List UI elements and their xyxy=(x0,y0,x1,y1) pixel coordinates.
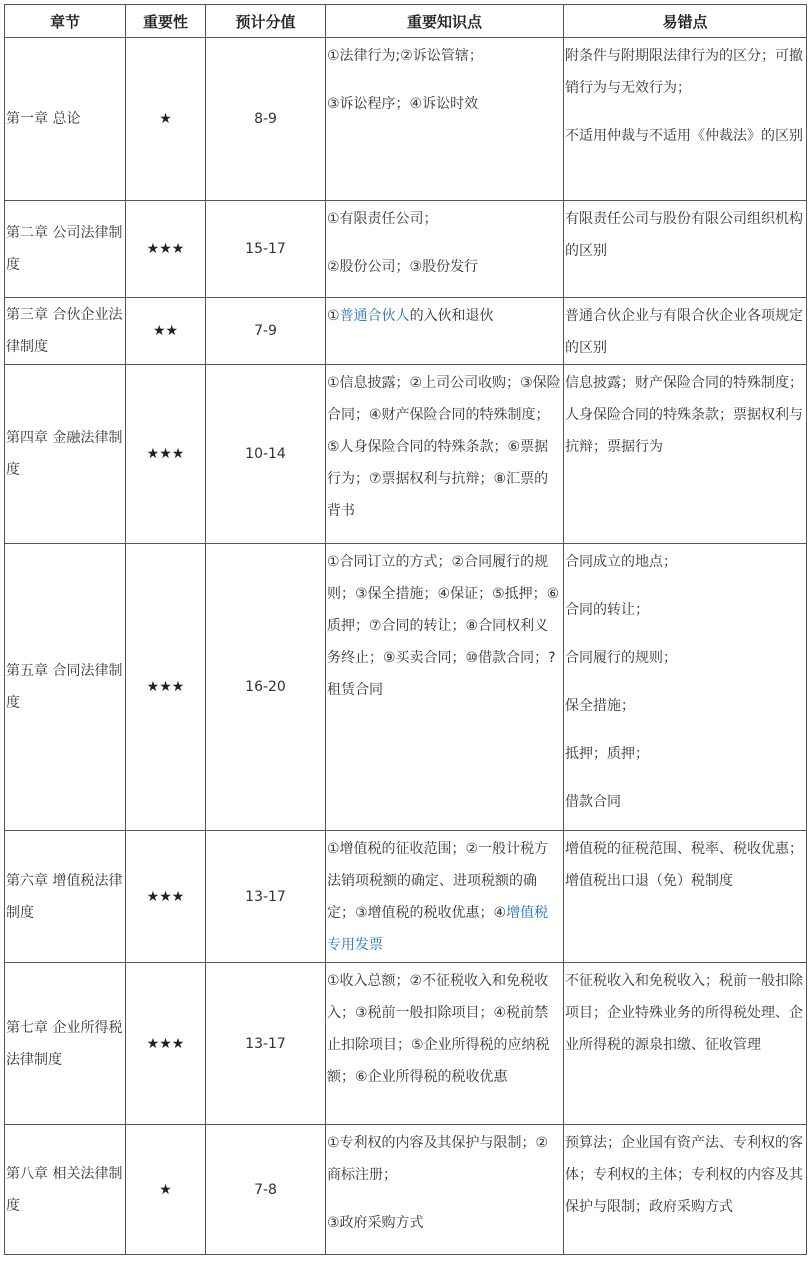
key-points-cell xyxy=(326,1125,564,1255)
table-row xyxy=(5,201,807,298)
paragraph xyxy=(327,88,562,120)
paragraph xyxy=(565,594,805,626)
key-points-cell xyxy=(326,38,564,201)
text-segment: ①法律行为;②诉讼管辖； xyxy=(327,48,483,64)
chapter-cell: 第八章 相关法律制度 xyxy=(5,1125,126,1255)
paragraph xyxy=(327,833,562,961)
expected-score: 10-14 xyxy=(206,365,326,544)
text-segment: 附条件与附期限法律行为的区分；可撤销行为与无效行为； xyxy=(565,48,803,96)
text-segment: 预算法；企业国有资产法、专利权的客体；专利权的主体；专利权的内容及其保护与限制；政府采购方式 xyxy=(565,1135,803,1215)
paragraph xyxy=(565,546,805,578)
table-row xyxy=(5,38,807,201)
paragraph xyxy=(565,690,805,722)
table-row xyxy=(5,1125,807,1255)
header-score: 预计分值 xyxy=(206,5,326,38)
text-segment: 借款合同 xyxy=(565,794,621,810)
chapter-cell: 第一章 总论 xyxy=(5,38,126,201)
paragraph xyxy=(565,642,805,674)
key-points-cell xyxy=(326,365,564,544)
expected-score: 16-20 xyxy=(206,544,326,831)
paragraph xyxy=(327,1127,562,1191)
text-segment: ①专利权的内容及其保护与限制；②商标注册； xyxy=(327,1135,549,1183)
paragraph xyxy=(565,965,805,1061)
text-segment: 不适用仲裁与不适用《仲裁法》的区别 xyxy=(565,128,803,144)
table-row xyxy=(5,831,807,963)
error-points-cell xyxy=(564,201,807,298)
text-segment: 合同的转让； xyxy=(565,602,649,618)
paragraph xyxy=(565,203,805,267)
importance-stars: ★★★ xyxy=(126,544,206,831)
paragraph xyxy=(327,367,562,527)
chapter-cell: 第二章 公司法律制度 xyxy=(5,201,126,298)
text-segment: ①信息披露；②上司公司收购；③保险合同；④财产保险合同的特殊制度；⑤人身保险合同的特殊条款；⑥票据行为；⑦票据权利与抗辩；⑧汇票的背书 xyxy=(327,375,561,519)
key-points-cell xyxy=(326,831,564,963)
table-row xyxy=(5,544,807,831)
paragraph xyxy=(565,786,805,818)
importance-stars: ★★★ xyxy=(126,831,206,963)
header-importance: 重要性 xyxy=(126,5,206,38)
expected-score: 15-17 xyxy=(206,201,326,298)
key-points-cell xyxy=(326,298,564,365)
text-segment: 合同履行的规则； xyxy=(565,650,677,666)
text-segment: 有限责任公司与股份有限公司组织机构的区别 xyxy=(565,211,803,259)
text-segment: ①收入总额；②不征税收入和免税收入；③税前一般扣除项目；④税前禁止扣除项目；⑤企业所得税的应纳税额；⑥企业所得税的税收优惠 xyxy=(327,973,550,1085)
paragraph xyxy=(565,300,805,364)
table-row xyxy=(5,963,807,1125)
text-segment: 普通合伙企业与有限合伙企业各项规定的区别 xyxy=(565,308,803,356)
table-row xyxy=(5,298,807,365)
expected-score: 13-17 xyxy=(206,963,326,1125)
error-points-cell xyxy=(564,1125,807,1255)
paragraph xyxy=(327,40,562,72)
term-link[interactable]: 普通合伙人 xyxy=(339,308,410,324)
text-segment: 不征税收入和免税收入；税前一般扣除项目；企业特殊业务的所得税处理、企业所得税的源泉扣缴、征收管理 xyxy=(565,973,803,1053)
header-chapter: 章节 xyxy=(5,5,126,38)
importance-stars: ★★★ xyxy=(126,365,206,544)
expected-score: 7-9 xyxy=(206,298,326,365)
error-points-cell xyxy=(564,544,807,831)
paragraph xyxy=(565,738,805,770)
expected-score: 7-8 xyxy=(206,1125,326,1255)
text-segment: 信息披露；财产保险合同的特殊制度；人身保险合同的特殊条款；票据权利与抗辩；票据行为 xyxy=(565,375,803,455)
error-points-cell xyxy=(564,963,807,1125)
key-points-cell xyxy=(326,963,564,1125)
text-segment: 抵押；质押； xyxy=(565,746,649,762)
text-segment: ①增值税的征收范围；②一般计税方法销项税额的确定、进项税额的确定；③增值税的税收优惠；④ xyxy=(327,841,549,921)
header-error-points: 易错点 xyxy=(564,5,807,38)
importance-stars: ★ xyxy=(126,38,206,201)
paragraph xyxy=(565,833,805,897)
paragraph xyxy=(327,251,562,283)
paragraph xyxy=(327,1207,562,1239)
text-segment: 合同成立的地点； xyxy=(565,554,677,570)
text-segment: 的入伙和退伙 xyxy=(409,308,494,324)
paragraph xyxy=(327,546,562,706)
paragraph xyxy=(327,203,562,235)
text-segment: 保全措施； xyxy=(565,698,635,714)
text-segment: ①合同订立的方式；②合同履行的规则；③保全措施；④保证；⑤抵押；⑥质押；⑦合同的转让；⑧合同权利义务终止；⑨买卖合同；⑩借款合同；?租赁合同 xyxy=(327,554,560,698)
error-points-cell xyxy=(564,298,807,365)
paragraph xyxy=(565,120,805,152)
key-points-cell xyxy=(326,201,564,298)
paragraph xyxy=(565,40,805,104)
text-segment: ① xyxy=(327,308,340,324)
key-points-cell xyxy=(326,544,564,831)
chapter-cell: 第六章 增值税法律制度 xyxy=(5,831,126,963)
chapter-cell: 第四章 金融法律制度 xyxy=(5,365,126,544)
paragraph xyxy=(327,965,562,1093)
error-points-cell xyxy=(564,365,807,544)
importance-stars: ★★★ xyxy=(126,201,206,298)
chapter-cell: 第七章 企业所得税法律制度 xyxy=(5,963,126,1125)
paragraph xyxy=(565,1127,805,1223)
error-points-cell xyxy=(564,831,807,963)
text-segment: ①有限责任公司； xyxy=(327,211,438,227)
importance-stars: ★★ xyxy=(126,298,206,365)
chapter-cell: 第三章 合伙企业法律制度 xyxy=(5,298,126,365)
error-points-cell xyxy=(564,38,807,201)
text-segment: ②股份公司；③股份发行 xyxy=(327,259,479,275)
table-header-row xyxy=(5,5,807,38)
chapter-cell: 第五章 合同法律制度 xyxy=(5,544,126,831)
importance-stars: ★★★ xyxy=(126,963,206,1125)
exam-chapter-table xyxy=(4,4,807,1255)
importance-stars: ★ xyxy=(126,1125,206,1255)
header-key-points: 重要知识点 xyxy=(326,5,564,38)
term-link[interactable]: 增值税专用发票 xyxy=(327,905,549,953)
table-row xyxy=(5,365,807,544)
text-segment: ③政府采购方式 xyxy=(327,1215,424,1231)
expected-score: 13-17 xyxy=(206,831,326,963)
text-segment: ③诉讼程序；④诉讼时效 xyxy=(327,96,479,112)
paragraph xyxy=(327,300,562,332)
text-segment: 增值税的征税范围、税率、税收优惠；增值税出口退（免）税制度 xyxy=(565,841,803,889)
paragraph xyxy=(565,367,805,463)
expected-score: 8-9 xyxy=(206,38,326,201)
